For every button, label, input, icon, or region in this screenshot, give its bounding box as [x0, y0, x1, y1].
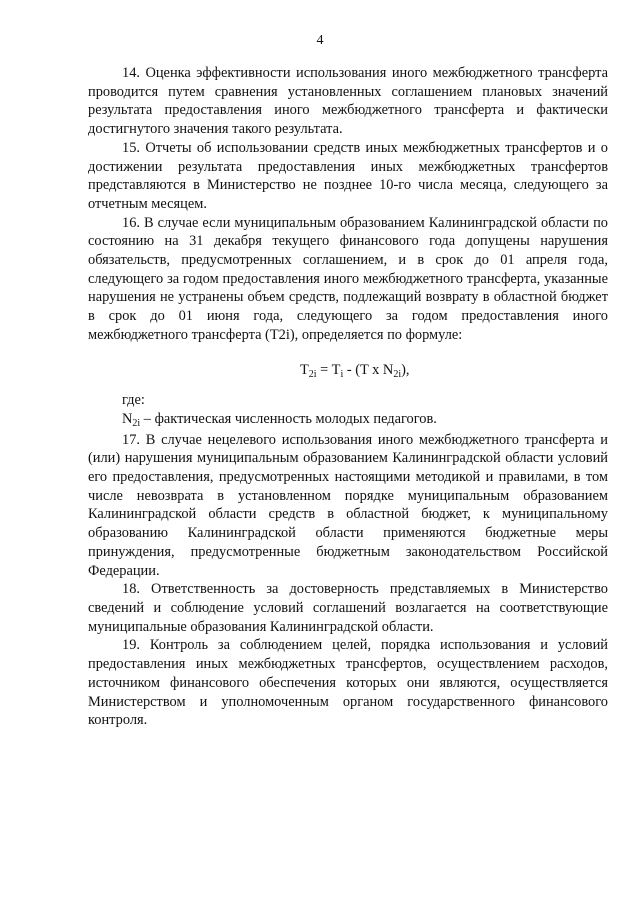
- definition-text: – фактическая численность молодых педагогов.: [140, 410, 437, 427]
- document-body: [88, 64, 608, 730]
- page-number: 4: [316, 33, 324, 48]
- formula-tail: ),: [401, 361, 410, 378]
- formula-lhs-symbol: T: [300, 361, 309, 378]
- paragraph-17: 17. В случае нецелевого использования иного межбюджетного трансферта и (или) нарушения муниципальным образованием Калининградской области условий его предоставления, предусмотренных настоящими методикой и правилами, в том числе невозврата в установленном порядке муниципальным образованием Калининградской области средств в областной бюджет, к муниципальному образованию Калининградской области применяются бюджетные меры принуждения, предусмотренные бюджетным законодательством Российской Федерации.: [88, 431, 608, 579]
- formula-ti-symbol: T: [331, 361, 341, 378]
- formula-middle: - (T x N: [343, 361, 394, 378]
- formula-n-subscript: 2i: [393, 368, 402, 380]
- paragraph-15: 15. Отчеты об использовании средств иных межбюджетных трансфертов и о достижении результата предоставления иных межбюджетных трансфертов представляются в Министерство не позднее 10-го числа месяца, следующего за отчетным месяцем.: [88, 139, 608, 212]
- where-label: где:: [122, 392, 145, 409]
- formula-lhs-subscript: 2i: [308, 368, 317, 380]
- variable-definition: [88, 410, 608, 429]
- formula-equals: =: [316, 361, 332, 378]
- paragraph-18: 18. Ответственность за достоверность представляемых в Министерство сведений и соблюдение условий соглашений возлагается на соответствующие муниципальные образования Калининградской области.: [88, 581, 608, 635]
- paragraph-16: 16. В случае если муниципальным образованием Калининградской области по состоянию на 31 декабря текущего финансового года допущены нарушения обязательств, предусмотренных соглашением, и в срок до 01 апреля года, следующего за годом предоставления иного межбюджетного трансферта, указанные нарушения не устранены объем средств, подлежащий возврату в областной бюджет в срок до 01 июня года, следующего за годом предоставления иного межбюджетного трансферта (T2i), определяется по формуле:: [88, 214, 608, 343]
- paragraph-14: 14. Оценка эффективности использования иного межбюджетного трансферта проводится путем сравнения установленных соглашением плановых значений результата предоставления иного межбюджетного трансферта и фактически достигнутого значения такого результата.: [88, 65, 608, 138]
- paragraph-19: 19. Контроль за соблюдением целей, порядка использования и условий предоставления иных межбюджетных трансфертов, осуществлением расходов, источником финансового обеспечения которых они являются, осуществляется Министерством и уполномоченным органом государственного финансового контроля.: [88, 637, 608, 729]
- definition-symbol: N: [122, 410, 133, 427]
- formula-ti-subscript: i: [340, 368, 344, 380]
- formula: [88, 361, 608, 380]
- definition-subscript: 2i: [132, 417, 141, 429]
